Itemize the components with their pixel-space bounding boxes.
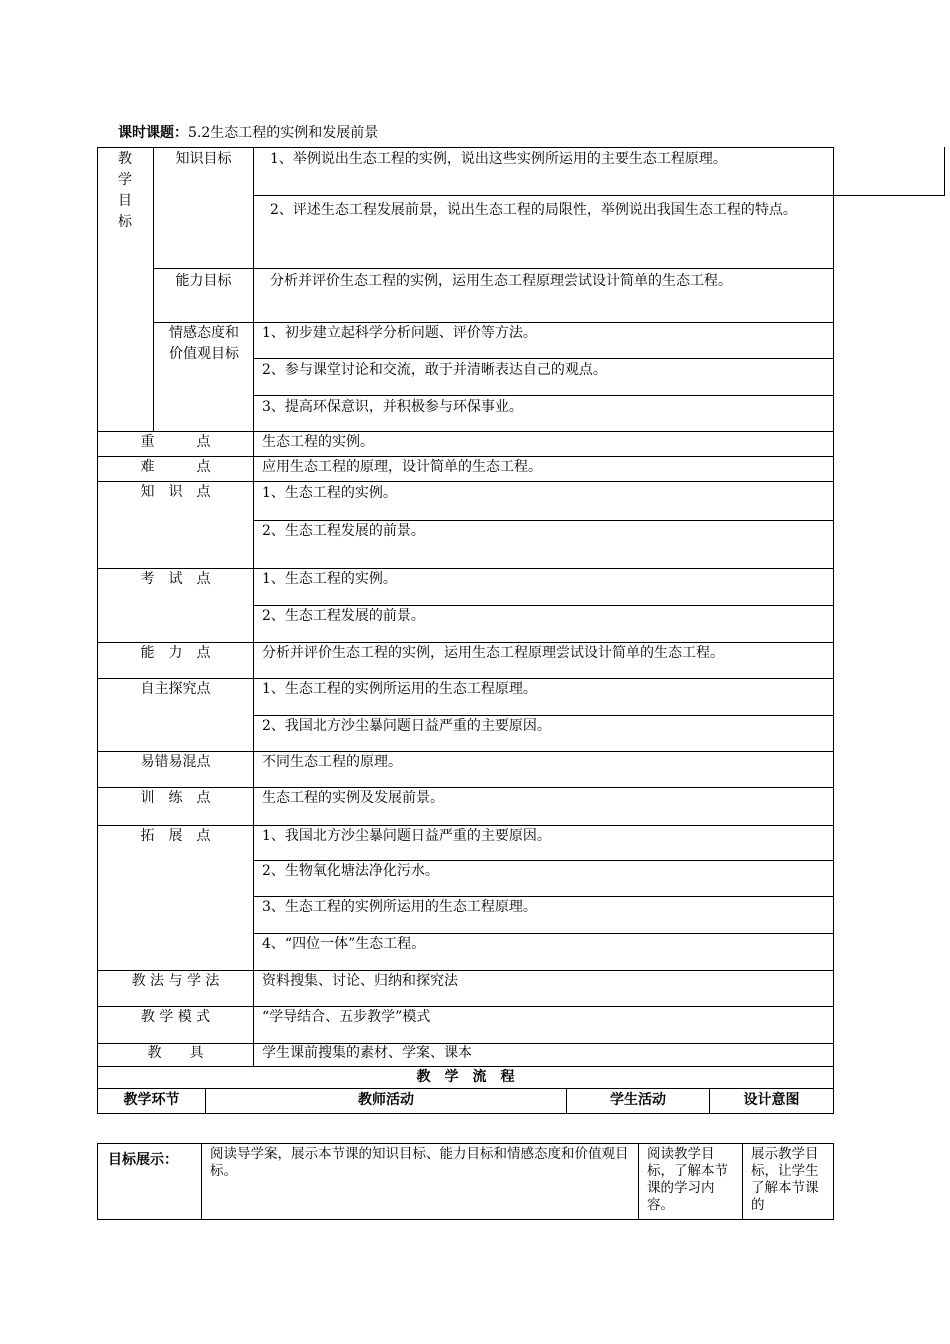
- stage-design-intent: 展示教学目标，让学生了解本节课的: [751, 1146, 819, 1213]
- extension-3: 3、生态工程的实例所运用的生态工程原理。: [262, 899, 537, 915]
- methods-text: 资料搜集、讨论、归纳和探究法: [262, 973, 458, 989]
- key-point-label: 重 点: [140, 434, 211, 450]
- stage-teacher-activity: 阅读导学案，展示本节课的知识目标、能力目标和情感态度和价值观目标。: [210, 1146, 629, 1179]
- lesson-title: 课时课题：5.2生态工程的实例和发展前景: [118, 125, 379, 141]
- extension-4: 4、“四位一体”生态工程。: [262, 936, 426, 952]
- flow-title: 教 学 流 程: [416, 1069, 515, 1085]
- stage-student-activity: 阅读教学目标，了解本节课的学习内容。: [647, 1146, 728, 1213]
- difficulty-text: 应用生态工程的原理，设计简单的生态工程。: [262, 459, 542, 475]
- tools-label: 教 具: [147, 1045, 204, 1061]
- goals-header: 教学目标: [118, 151, 132, 230]
- emotion-goal-1: 1、初步建立起科学分析问题、评价等方法。: [262, 325, 537, 341]
- exam-point-2: 2、生态工程发展的前景。: [262, 608, 425, 624]
- inquiry-label: 自主探究点: [140, 681, 211, 697]
- ability-points-label: 能 力 点: [140, 645, 211, 661]
- key-point-text: 生态工程的实例。: [262, 434, 374, 450]
- flow-header-stage: 教学环节: [123, 1092, 180, 1108]
- flow-header-teacher: 教师活动: [358, 1092, 414, 1108]
- inquiry-2: 2、我国北方沙尘暴问题日益严重的主要原因。: [262, 718, 551, 734]
- flow-header-student: 学生活动: [610, 1092, 666, 1108]
- methods-label: 教 法 与 学 法: [131, 973, 220, 989]
- training-label: 训 练 点: [140, 790, 211, 806]
- knowledge-goal-2-text: 2、评述生态工程发展前景，说出生态工程的局限性，举例说出我国生态工程的特点。: [270, 202, 797, 218]
- ability-point-text: 分析并评价生态工程的实例，运用生态工程原理尝试设计简单的生态工程。: [262, 645, 724, 661]
- exam-point-1: 1、生态工程的实例。: [262, 571, 397, 587]
- inquiry-1: 1、生态工程的实例所运用的生态工程原理。: [262, 681, 537, 697]
- stage-label: 目标展示：: [108, 1152, 178, 1168]
- extension-label: 拓 展 点: [140, 828, 211, 844]
- flow-header-intent: 设计意图: [743, 1092, 800, 1108]
- tools-text: 学生课前搜集的素材、学案、课本: [262, 1045, 472, 1061]
- extension-2: 2、生物氧化塘法净化污水。: [262, 863, 439, 879]
- training-text: 生态工程的实例及发展前景。: [262, 790, 444, 806]
- confusing-text: 不同生态工程的原理。: [262, 754, 402, 770]
- knowledge-goal-label: 知识目标: [175, 151, 232, 167]
- knowledge-points-label: 知 识 点: [140, 484, 211, 500]
- mode-label: 教 学 模 式: [140, 1009, 211, 1025]
- emotion-goal-3: 3、提高环保意识，并积极参与环保事业。: [262, 399, 523, 415]
- extension-1: 1、我国北方沙尘暴问题日益严重的主要原因。: [262, 828, 551, 844]
- ability-goal-text: 分析并评价生态工程的实例，运用生态工程原理尝试设计简单的生态工程。: [270, 273, 732, 289]
- knowledge-point-1: 1、生态工程的实例。: [262, 485, 397, 501]
- knowledge-point-2: 2、生态工程发展的前景。: [262, 523, 425, 539]
- knowledge-goal-2: [270, 199, 820, 221]
- mode-text: “学导结合、五步教学”模式: [262, 1009, 431, 1025]
- difficulty-label: 难 点: [140, 459, 211, 475]
- emotion-goal-label: 情感态度和价值观目标: [169, 325, 239, 362]
- knowledge-goal-1: 1、举例说出生态工程的实例，说出这些实例所运用的主要生态工程原理。: [270, 151, 727, 167]
- ability-goal-label: 能力目标: [175, 273, 232, 289]
- confusing-label: 易错易混点: [140, 754, 211, 770]
- emotion-goal-2: 2、参与课堂讨论和交流，敢于并清晰表达自己的观点。: [262, 362, 607, 378]
- exam-points-label: 考 试 点: [140, 571, 211, 587]
